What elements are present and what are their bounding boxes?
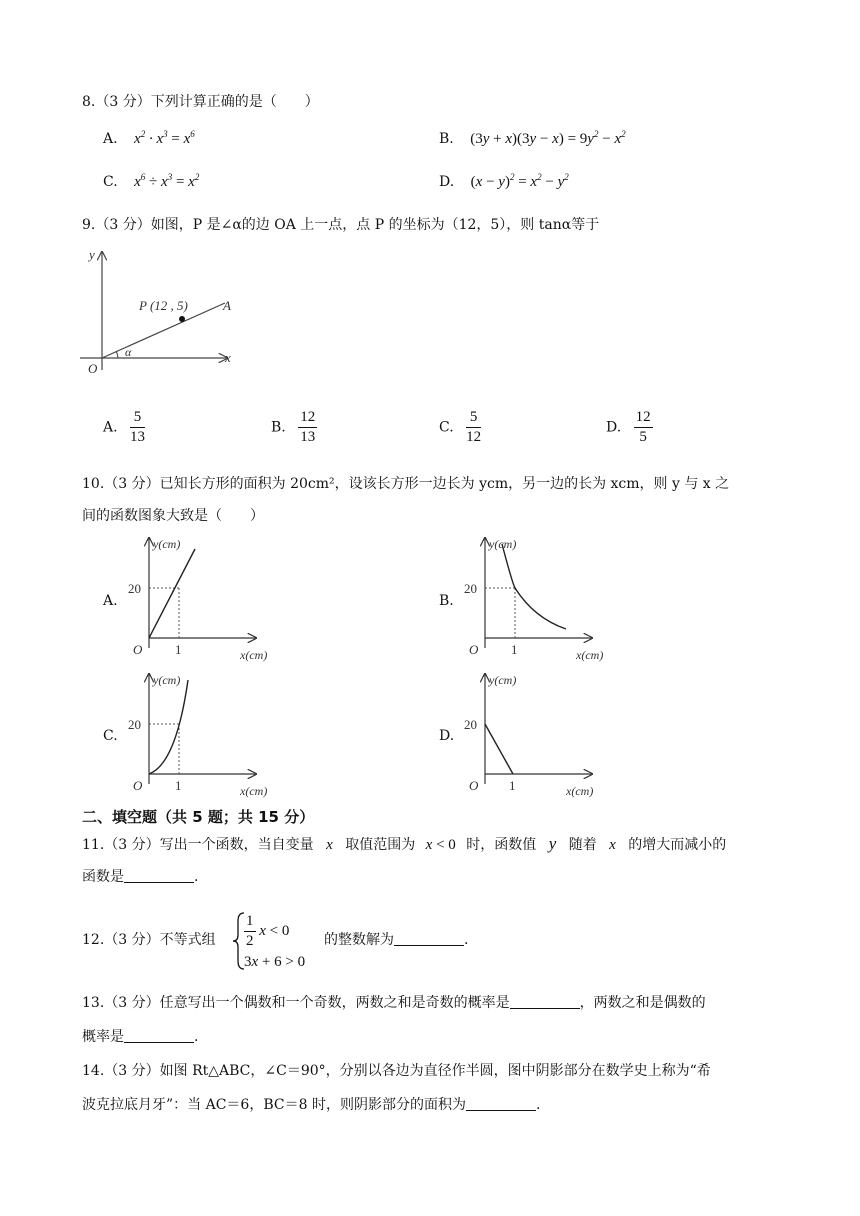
q9-option-b bbox=[271, 409, 317, 446]
q11-text: 函数是 bbox=[82, 869, 124, 885]
origin-label: O bbox=[133, 642, 143, 657]
q9-option-a bbox=[103, 409, 145, 446]
tick-1: 1 bbox=[175, 642, 182, 657]
denominator: 12 bbox=[466, 429, 482, 445]
option-label: B. bbox=[439, 131, 454, 147]
numerator: 12 bbox=[634, 409, 653, 428]
numerator: 5 bbox=[466, 409, 481, 428]
origin-label: O bbox=[469, 642, 479, 657]
y-label: y(cm) bbox=[153, 537, 181, 551]
q14-line1: 14.（3 分）如图 Rt△ABC，∠C＝90°，分别以各边为直径作半圆，图中阴影部分在数学史上称为“希 bbox=[82, 1063, 711, 1079]
denominator: 13 bbox=[300, 429, 316, 445]
q10-label-b: B. bbox=[439, 593, 454, 609]
tick-20: 20 bbox=[128, 717, 141, 732]
tick-20: 20 bbox=[128, 581, 141, 596]
q9-option-c bbox=[439, 409, 481, 446]
q11-text: 11.（3 分）写出一个函数，当自变量 bbox=[82, 837, 314, 853]
q11-text: 的增大而减小的 bbox=[628, 837, 727, 853]
x-label: x(cm) bbox=[566, 784, 594, 798]
x-label: x(cm) bbox=[240, 784, 268, 798]
q9-a-fraction bbox=[130, 409, 145, 446]
q8-b-expr: $(3y + x)(3y - x) = 9y^2 - x^2$ bbox=[470, 129, 626, 147]
var-y: y bbox=[548, 834, 557, 853]
q8-d-expr: $(x - y)^2 = x^2 - y^2$ bbox=[470, 172, 569, 190]
q10-graph-d bbox=[456, 668, 616, 800]
q13-text: 概率是 bbox=[82, 1029, 124, 1045]
q8-option-a bbox=[103, 131, 195, 148]
q10-graph-c bbox=[120, 668, 280, 800]
tick-20: 20 bbox=[464, 717, 477, 732]
angle-arc bbox=[116, 351, 118, 358]
x-axis-label: x bbox=[225, 350, 231, 365]
point-p bbox=[179, 316, 185, 322]
curve-segment bbox=[485, 724, 513, 774]
q10-label-a: A. bbox=[103, 593, 118, 609]
option-label: D. bbox=[439, 174, 455, 190]
q10-line2: 间的函数图象大致是（ ） bbox=[82, 508, 264, 524]
answer-blank[interactable] bbox=[394, 931, 464, 946]
numerator: 12 bbox=[298, 409, 317, 428]
q8-stem: 8.（3 分）下列计算正确的是（ ） bbox=[82, 94, 319, 110]
q8-option-d bbox=[439, 174, 569, 191]
period: . bbox=[535, 1097, 541, 1113]
origin-label: O bbox=[88, 361, 98, 376]
x-label: x(cm) bbox=[576, 648, 604, 662]
option-label: C. bbox=[103, 174, 118, 190]
denominator: 5 bbox=[639, 429, 647, 445]
point-a-label: A bbox=[223, 298, 231, 313]
option-label: C. bbox=[439, 419, 454, 436]
option-label: D. bbox=[606, 419, 622, 436]
q8-option-b bbox=[439, 131, 626, 148]
q14-text: 波克拉底月牙”：当 AC＝6，BC＝8 时，则阴影部分的面积为 bbox=[82, 1097, 466, 1113]
tick-20: 20 bbox=[464, 581, 477, 596]
tick-1: 1 bbox=[509, 778, 516, 793]
tick-1: 1 bbox=[511, 642, 518, 657]
q13-line1 bbox=[82, 992, 706, 1012]
answer-blank-odd[interactable] bbox=[510, 994, 580, 1009]
origin-label: O bbox=[469, 778, 479, 793]
x-label: x(cm) bbox=[240, 648, 268, 662]
q11-text: 时，函数值 bbox=[466, 837, 537, 853]
y-label: y(cm) bbox=[489, 673, 517, 687]
denominator: 13 bbox=[130, 429, 146, 445]
var-x: x bbox=[326, 837, 333, 853]
period: . bbox=[464, 932, 469, 948]
q11-line1 bbox=[82, 834, 726, 854]
q12-pre: 12.（3 分）不等式组 bbox=[82, 932, 216, 948]
option-label: A. bbox=[103, 131, 118, 147]
option-label: A. bbox=[103, 419, 118, 436]
q9-c-fraction bbox=[466, 409, 481, 446]
period: . bbox=[194, 869, 199, 885]
q9-b-fraction bbox=[298, 409, 317, 446]
q12-post bbox=[324, 929, 468, 949]
var-x: x bbox=[609, 837, 616, 853]
alpha-label: α bbox=[125, 345, 132, 359]
q10-graph-a bbox=[120, 532, 280, 664]
period: . bbox=[194, 1029, 199, 1045]
half-fraction: $\frac{1}{2}$ bbox=[246, 913, 254, 949]
answer-blank-even[interactable] bbox=[124, 1028, 194, 1043]
q13-text: 13.（3 分）任意写出一个偶数和一个奇数，两数之和是奇数的概率是 bbox=[82, 995, 510, 1011]
q9-figure bbox=[75, 242, 245, 377]
ineq-1: $\frac{1}{2}$ x < 0 bbox=[246, 913, 290, 949]
q8-c-expr: $x^6 \div x^3 = x^2$ bbox=[134, 172, 200, 190]
y-axis-label: y bbox=[89, 247, 95, 262]
ineq-2: 3x + 6 > 0 bbox=[244, 954, 306, 970]
q10-line1: 10.（3 分）已知长方形的面积为 20cm²，设该长方形一边长为 ycm，另一边的长为 xcm，则 y 与 x 之 bbox=[82, 476, 730, 492]
q11-text: 随着 bbox=[568, 837, 597, 853]
q11-text: 取值范围为 bbox=[345, 837, 416, 853]
q11-line2 bbox=[82, 866, 198, 886]
cond-x-lt-0: x < 0 bbox=[425, 837, 456, 853]
q8-a-expr: $x^2 \cdot x^3 = x^6$ bbox=[134, 129, 195, 147]
q9-option-d bbox=[606, 409, 653, 446]
section-heading: 二、填空题（共 5 题；共 15 分） bbox=[82, 808, 315, 826]
origin-label: O bbox=[133, 778, 143, 793]
curve-hyperbola bbox=[502, 544, 566, 629]
q13-line2 bbox=[82, 1026, 198, 1046]
q10-label-d: D. bbox=[439, 728, 455, 744]
y-label: y(cm) bbox=[489, 537, 517, 551]
q14-line2 bbox=[82, 1094, 540, 1114]
q9-stem: 9.（3 分）如图，P 是∠α的边 OA 上一点，点 P 的坐标为（12，5），则 tanα等于 bbox=[82, 217, 600, 233]
curve-parabola bbox=[149, 680, 188, 774]
q13-text: ，两数之和是偶数的 bbox=[579, 995, 706, 1011]
answer-blank[interactable] bbox=[124, 868, 194, 883]
option-label: B. bbox=[271, 419, 286, 436]
q8-option-c bbox=[103, 174, 199, 191]
q10-label-c: C. bbox=[103, 728, 118, 744]
q12-text: 的整数解为 bbox=[324, 932, 394, 948]
y-label: y(cm) bbox=[153, 673, 181, 687]
point-p-label: P (12 , 5) bbox=[139, 298, 188, 313]
q9-d-fraction bbox=[634, 409, 653, 446]
curve-line bbox=[149, 549, 195, 638]
answer-blank[interactable] bbox=[466, 1096, 536, 1111]
tick-1: 1 bbox=[175, 778, 182, 793]
numerator: 5 bbox=[130, 409, 145, 428]
q10-graph-b bbox=[456, 532, 616, 664]
